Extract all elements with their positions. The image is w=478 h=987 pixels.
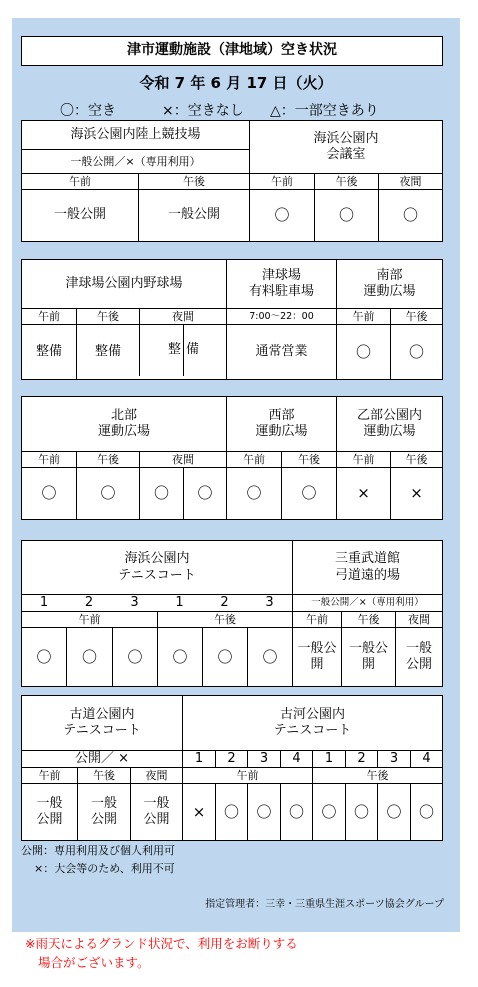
facility-name-hokubu-field: 北部 運動広場 xyxy=(97,407,150,439)
rain-warning-line2: 場合がございます。 xyxy=(38,955,150,970)
footnote-manager: 指定管理者：三幸・三重県生涯スポーツ協会グループ xyxy=(205,899,444,910)
period-label-am: 午前 xyxy=(182,767,312,783)
court-number: 4 xyxy=(280,750,312,767)
date-heading: 令和 7 年 6 月 17 日（火） xyxy=(139,74,333,92)
page-title: 津市運動施設（津地域）空き状況 xyxy=(127,42,337,59)
court-number: 3 xyxy=(247,750,280,767)
slot-label: 午後 xyxy=(76,451,139,467)
status-cell: 〇 xyxy=(66,627,112,686)
status-cell: 〇 xyxy=(226,467,281,519)
legend-available: 〇：空き xyxy=(60,103,116,119)
status-cell: 一般公 開 xyxy=(341,627,395,686)
section-3 xyxy=(21,396,443,520)
status-cell: 通常営業 xyxy=(226,324,336,379)
status-cell: 〇 xyxy=(22,627,66,686)
court-number: 2 xyxy=(66,594,112,611)
status-cell: 〇 xyxy=(139,467,183,519)
section-5 xyxy=(21,695,443,841)
status-cell: × xyxy=(336,467,390,519)
facility-name-budokan-kyudo: 三重武道館 弓道遠的場 xyxy=(292,541,442,594)
slot-label: 夜間 xyxy=(139,451,226,467)
status-cell: × xyxy=(390,467,442,519)
status-cell: 〇 xyxy=(183,467,226,519)
facility-name-kaihin-track: 海浜公園内陸上競技場 xyxy=(70,126,201,142)
status-cell: 〇 xyxy=(410,783,442,840)
status-cell: 〇 xyxy=(157,627,202,686)
slot-label: 午前 xyxy=(22,308,76,324)
status-cell: 整備 xyxy=(76,324,139,379)
facility-name-tsu-parking: 津球場 有料駐車場 xyxy=(226,260,336,308)
status-cell: × xyxy=(182,783,215,840)
period-label-pm: 午後 xyxy=(157,611,292,627)
status-cell: 〇 xyxy=(202,627,247,686)
facility-note-kaihin-track: 一般公開／×（専用利用） xyxy=(22,149,249,173)
status-cell: 整備 xyxy=(22,324,76,379)
facility-note-furumichi: 公開／ × xyxy=(22,750,182,767)
court-number: 1 xyxy=(22,594,66,611)
status-cell: 〇 xyxy=(215,783,247,840)
status-cell: 一般 公開 xyxy=(130,783,182,840)
slot-label: 夜間 xyxy=(395,611,442,627)
slot-label: 午前 xyxy=(292,611,341,627)
facility-name-otobe-field: 乙部公園内 運動広場 xyxy=(336,397,442,451)
status-cell: 〇 xyxy=(281,467,336,519)
slot-label: 午前 xyxy=(22,767,77,783)
facility-note-budokan: 一般公開／×（専用利用） xyxy=(292,594,442,611)
slot-label: 午後 xyxy=(390,451,442,467)
period-label-pm: 午後 xyxy=(312,767,442,783)
slot-label: 午前 xyxy=(336,308,390,324)
status-cell: 〇 xyxy=(312,783,345,840)
status-cell: 一般公開 xyxy=(22,189,138,241)
court-number: 3 xyxy=(112,594,157,611)
status-cell: 一般公 開 xyxy=(292,627,341,686)
slot-label: 午前 xyxy=(22,451,76,467)
status-cell: 〇 xyxy=(22,467,76,519)
slot-label: 夜間 xyxy=(130,767,182,783)
status-cell: 一般 公開 xyxy=(395,627,442,686)
footnote-unavailable: ×：大会等のため、利用不可 xyxy=(34,862,175,875)
status-cell: 〇 xyxy=(336,324,390,379)
slot-label: 午後 xyxy=(390,308,442,324)
status-cell: 整 xyxy=(139,324,183,376)
rain-warning-line1: ※雨天によるグランド状況で、利用をお断りする xyxy=(25,936,298,951)
facility-name-nanbu-field: 南部 運動広場 xyxy=(336,260,442,308)
status-cell: 〇 xyxy=(112,627,157,686)
facility-name-kaihin-tennis: 海浜公園内 テニスコート xyxy=(118,551,196,583)
title-box xyxy=(21,36,443,66)
status-cell: 〇 xyxy=(247,627,292,686)
status-cell: 一般公開 xyxy=(138,189,249,241)
slot-label: 午前 xyxy=(249,173,314,189)
status-cell: 〇 xyxy=(280,783,312,840)
court-number: 2 xyxy=(202,594,247,611)
parking-hours: 7:00～22：00 xyxy=(226,308,336,324)
facility-name-furukawa-tennis: 古河公園内 テニスコート xyxy=(182,696,442,750)
status-cell: 〇 xyxy=(378,189,442,241)
slot-label: 午前 xyxy=(226,451,281,467)
status-cell: 一般 公開 xyxy=(77,783,130,840)
court-number: 1 xyxy=(157,594,202,611)
slot-label: 午前 xyxy=(22,173,138,189)
status-cell: 〇 xyxy=(377,783,410,840)
facility-name-furumichi-tennis: 古道公園内 テニスコート xyxy=(63,706,141,738)
facility-name-seibu-field: 西部 運動広場 xyxy=(226,397,336,451)
court-number: 3 xyxy=(377,750,410,767)
status-cell: 備 xyxy=(183,324,226,376)
slot-label: 夜間 xyxy=(378,173,442,189)
court-number: 4 xyxy=(410,750,442,767)
status-cell: 〇 xyxy=(314,189,378,241)
schedule-panel xyxy=(12,18,460,932)
legend-partial: △：一部空きあり xyxy=(270,103,379,119)
section-2 xyxy=(21,259,443,380)
slot-label: 午前 xyxy=(336,451,390,467)
slot-label: 午後 xyxy=(77,767,130,783)
status-cell: 〇 xyxy=(249,189,314,241)
court-number: 2 xyxy=(215,750,247,767)
status-cell: 〇 xyxy=(76,467,139,519)
slot-label: 午後 xyxy=(314,173,378,189)
status-cell: 〇 xyxy=(247,783,280,840)
slot-label: 午後 xyxy=(76,308,139,324)
section-1 xyxy=(21,120,443,242)
status-cell: 一般 公開 xyxy=(22,783,77,840)
slot-label: 午後 xyxy=(281,451,336,467)
footnote-public: 公開：専用利用及び個人利用可 xyxy=(21,844,175,857)
court-number: 3 xyxy=(247,594,292,611)
section-4 xyxy=(21,540,443,687)
court-number: 2 xyxy=(345,750,377,767)
slot-label: 午後 xyxy=(341,611,395,627)
status-cell: 〇 xyxy=(345,783,377,840)
status-cell: 〇 xyxy=(390,324,442,379)
slot-label: 夜間 xyxy=(139,308,226,324)
court-number: 1 xyxy=(312,750,345,767)
court-number: 1 xyxy=(182,750,215,767)
legend-unavailable: ×：空きなし xyxy=(162,103,244,119)
slot-label: 午後 xyxy=(138,173,249,189)
facility-name-tsu-baseball: 津球場公園内野球場 xyxy=(65,275,183,291)
period-label-am: 午前 xyxy=(22,611,157,627)
facility-name-kaihin-meeting: 海浜公園内 会議室 xyxy=(249,121,442,173)
